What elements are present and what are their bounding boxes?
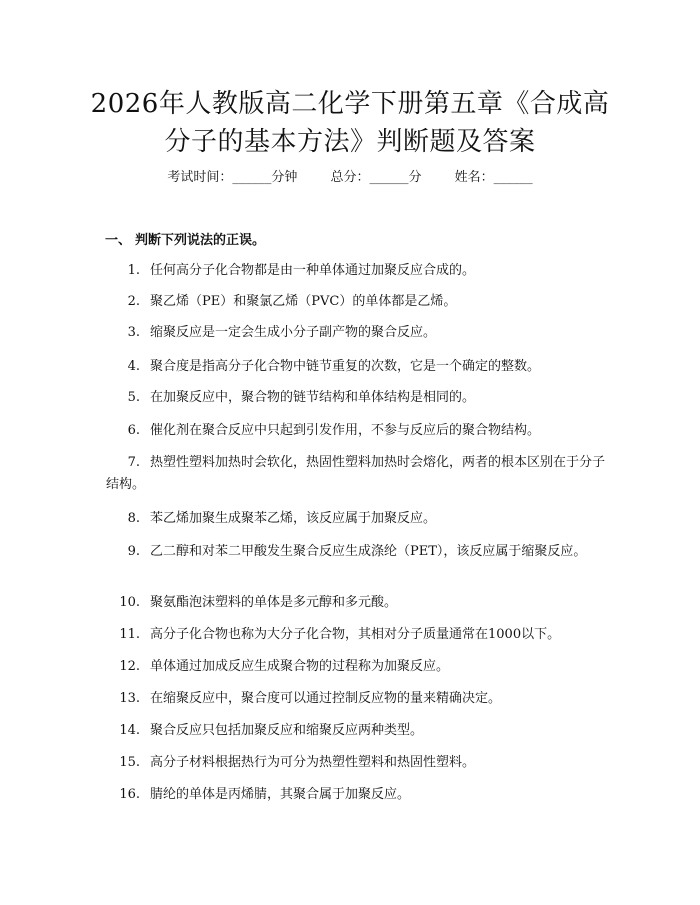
question-number: 7. <box>127 455 140 470</box>
question-text: 单体通过加成反应生成聚合物的过程称为加聚反应。 <box>150 659 450 674</box>
question-number: 14. <box>119 723 140 738</box>
question-item <box>106 291 606 313</box>
question-number: 11. <box>119 627 140 642</box>
question-number: 8. <box>127 511 140 526</box>
question-number: 13. <box>119 691 140 706</box>
question-text: 缩聚反应是一定会生成小分子副产物的聚合反应。 <box>150 325 437 340</box>
question-item <box>106 356 606 378</box>
exam-info-line <box>0 168 700 188</box>
question-number: 16. <box>119 787 140 802</box>
question-item <box>106 752 606 774</box>
question-text: 高分子材料根据热行为可分为热塑性塑料和热固性塑料。 <box>150 755 476 770</box>
question-item <box>106 322 606 344</box>
exam-name-field: 姓名：______ <box>454 170 533 185</box>
section-heading <box>105 231 265 251</box>
question-number: 15. <box>119 755 140 770</box>
question-item <box>106 420 606 442</box>
question-item <box>106 508 606 530</box>
question-number: 3. <box>127 325 140 340</box>
question-text: 腈纶的单体是丙烯腈，其聚合属于加聚反应。 <box>150 787 411 802</box>
question-text: 聚合度是指高分子化合物中链节重复的次数，它是一个确定的整数。 <box>150 359 541 374</box>
question-item <box>106 720 606 742</box>
question-item <box>106 387 606 409</box>
question-number: 10. <box>119 595 140 610</box>
question-text: 任何高分子化合物都是由一种单体通过加聚反应合成的。 <box>150 263 476 278</box>
question-number: 1. <box>127 263 140 278</box>
question-number: 2. <box>127 294 140 309</box>
question-item <box>106 452 606 496</box>
question-number: 12. <box>119 659 140 674</box>
document-title-line-2: 分子的基本方法》判断题及答案 <box>164 127 536 157</box>
question-text: 聚乙烯（PE）和聚氯乙烯（PVC）的单体都是乙烯。 <box>150 294 457 309</box>
exam-score-field: 总分：______分 <box>330 170 422 185</box>
question-text: 热塑性塑料加热时会软化，热固性塑料加热时会熔化，两者的根本区别在于分子结构。 <box>106 455 606 492</box>
question-number: 4. <box>127 359 140 374</box>
question-item <box>106 656 606 678</box>
question-text: 苯乙烯加聚生成聚苯乙烯，该反应属于加聚反应。 <box>150 511 437 526</box>
question-number: 5. <box>127 390 140 405</box>
question-text: 催化剂在聚合反应中只起到引发作用，不参与反应后的聚合物结构。 <box>150 423 541 438</box>
section-heading-text: 判断下列说法的正误。 <box>135 233 266 248</box>
document-title-line-1: 2026年人教版高二化学下册第五章《合成高 <box>90 89 610 119</box>
question-number: 6. <box>127 423 140 438</box>
question-text: 在加聚反应中，聚合物的链节结构和单体结构是相同的。 <box>150 390 476 405</box>
question-item <box>106 541 606 563</box>
question-text: 高分子化合物也称为大分子化合物，其相对分子质量通常在1000以下。 <box>150 627 561 642</box>
exam-time-field: 考试时间：______分钟 <box>167 170 298 185</box>
question-text: 聚合反应只包括加聚反应和缩聚反应两种类型。 <box>150 723 424 738</box>
section-number: 一、 <box>105 233 132 248</box>
question-number: 9. <box>127 544 140 559</box>
question-item <box>106 260 606 282</box>
question-text: 乙二醇和对苯二甲酸发生聚合反应生成涤纶（PET），该反应属于缩聚反应。 <box>150 544 587 559</box>
question-text: 聚氨酯泡沫塑料的单体是多元醇和多元酸。 <box>150 595 398 610</box>
question-item <box>106 784 606 806</box>
question-item <box>106 688 606 710</box>
question-item <box>106 624 606 646</box>
question-item <box>106 592 606 614</box>
question-text: 在缩聚反应中，聚合度可以通过控制反应物的量来精确决定。 <box>150 691 502 706</box>
